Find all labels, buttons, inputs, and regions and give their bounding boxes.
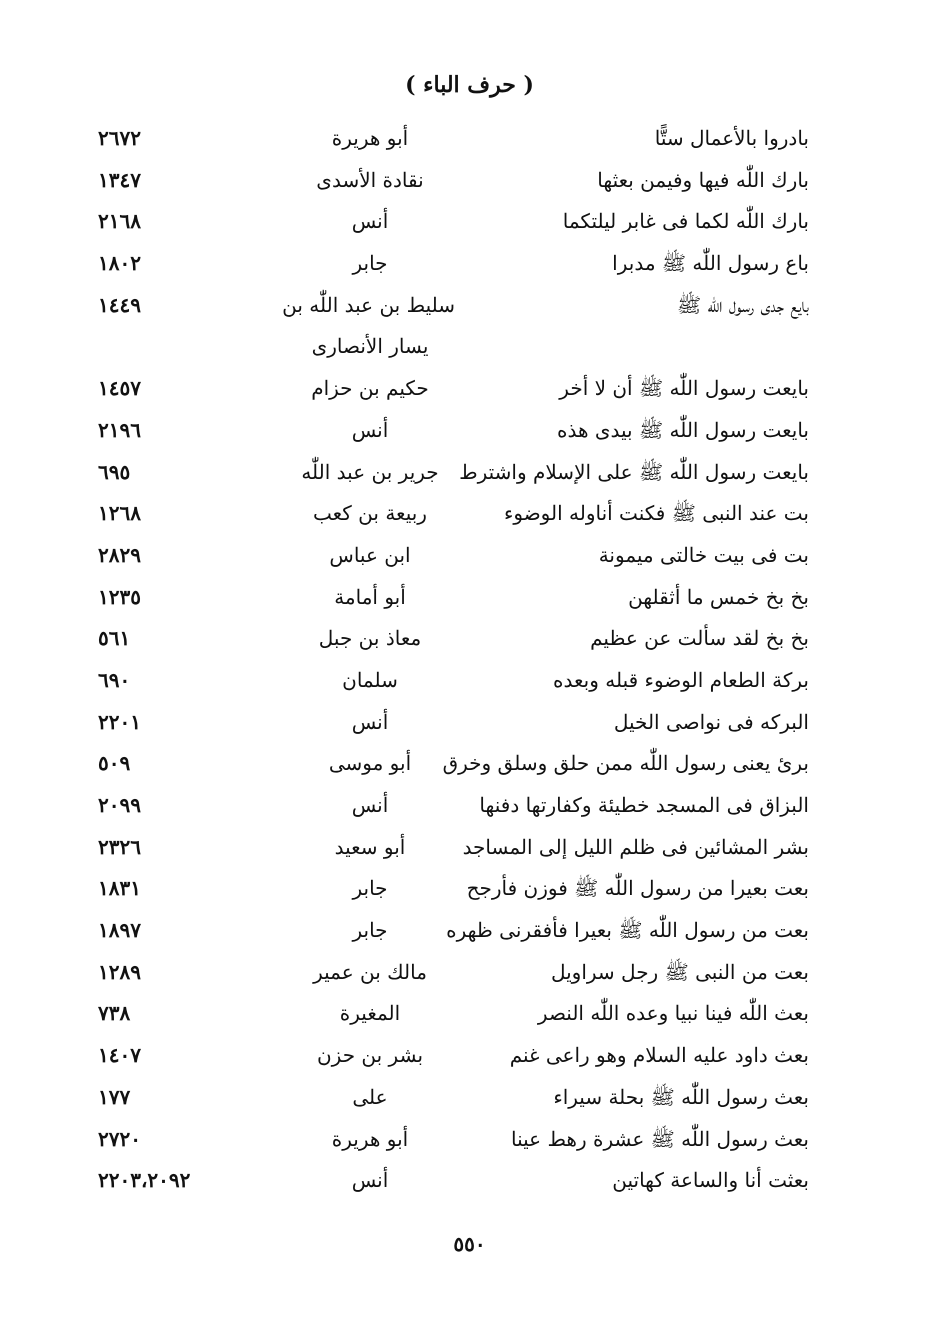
- index-row: [0, 993, 939, 1035]
- index-row: [0, 201, 939, 243]
- narrator: سلمان: [342, 667, 398, 692]
- index-row: [0, 535, 939, 577]
- index-row: [0, 577, 939, 619]
- page-number: ٥٥٠: [453, 1232, 486, 1256]
- narrator: جابر: [352, 876, 388, 901]
- hadith-number: ١٧٧: [98, 1084, 131, 1109]
- hadith-text: بعث رسول اللّٰه ﷺ بحلة سيراء: [553, 1084, 809, 1109]
- hadith-number: ١٢٣٥: [98, 584, 141, 609]
- narrator: أنس: [351, 1168, 389, 1193]
- index-row: [0, 160, 939, 202]
- hadith-text: بخ بخ خمس ما أثقلهن: [628, 584, 809, 609]
- index-row: [0, 910, 939, 952]
- hadith-number: ١٤٥٧: [98, 376, 141, 401]
- hadith-text: بت فى بيت خالتى ميمونة: [598, 542, 809, 567]
- hadith-text: البزاق فى المسجد خطيئة وكفارتها دفنها: [479, 793, 809, 817]
- index-row: [0, 1119, 939, 1161]
- narrator: أنس: [351, 709, 389, 734]
- hadith-number: ١٤٠٧: [98, 1043, 141, 1068]
- narrator: على: [352, 1084, 388, 1109]
- index-row: [0, 868, 939, 910]
- hadith-text: بارك اللّٰه لكما فى غابر ليلتكما: [562, 209, 809, 234]
- index-row: [0, 368, 939, 410]
- index-row: [0, 493, 939, 535]
- hadith-number: ٧٣٨: [98, 1001, 131, 1026]
- hadith-number: ٢١٦٨: [98, 209, 141, 234]
- index-row: [0, 118, 939, 160]
- narrator: جابر: [352, 251, 388, 276]
- index-row: [0, 410, 939, 452]
- index-row: [0, 618, 939, 660]
- narrator: أبو سعيد: [334, 834, 406, 859]
- hadith-number: ٢٦٧٢: [98, 126, 141, 150]
- narrator: أبو أمامة: [334, 584, 406, 609]
- hadith-number: ١٨٣١: [98, 876, 141, 901]
- index-row: [0, 452, 939, 494]
- hadith-number: ٢٨٢٩: [98, 542, 141, 567]
- hadith-text: بشر المشائين فى ظلم الليل إلى المساجد: [462, 834, 809, 859]
- hadith-text: بعث رسول اللّٰه ﷺ عشرة رهط عينا: [510, 1126, 809, 1151]
- hadith-number: ١٨٩٧: [98, 918, 141, 943]
- narrator: أبو موسى: [328, 751, 412, 776]
- narrator: المغيرة: [339, 1001, 401, 1026]
- narrator: يسار الأنصارى: [311, 334, 429, 359]
- hadith-number: ٥٠٩: [98, 751, 131, 776]
- index-row: [0, 743, 939, 785]
- index-row: [0, 285, 939, 327]
- index-row: [0, 1160, 939, 1202]
- narrator: بشر بن حزن: [316, 1043, 424, 1068]
- narrator: أنس: [351, 417, 389, 442]
- narrator: ربيعة بن كعب: [313, 501, 427, 526]
- index-row: [0, 785, 939, 827]
- narrator: أنس: [351, 793, 389, 817]
- index-row: [0, 660, 939, 702]
- hadith-number: ١٤٤٩: [98, 292, 141, 317]
- hadith-text: بعت من رسول اللّٰه ﷺ بعيرا فأفقرنى ظهره: [446, 918, 809, 943]
- hadith-text: بت عند النبى ﷺ فكنت أناوله الوضوء: [503, 501, 809, 526]
- hadith-number: ٦٩٠: [98, 667, 131, 692]
- hadith-text: بعث داود عليه السلام وهو راعى غنم: [509, 1043, 809, 1068]
- index-row: [0, 326, 939, 368]
- hadith-text: بايع جدى رسول اللّٰه ﷺ: [677, 292, 809, 317]
- hadith-text: بعثت أنا والساعة كهاتين: [612, 1168, 809, 1193]
- hadith-number: ١٢٦٨: [98, 501, 141, 526]
- narrator: سليط بن عبد اللّٰه بن: [282, 292, 455, 317]
- index-row: [0, 1077, 939, 1119]
- narrator: جرير بن عبد اللّٰه: [301, 459, 439, 484]
- hadith-number: ٢١٩٦: [98, 417, 141, 442]
- hadith-text: البركه فى نواصى الخيل: [613, 709, 809, 734]
- hadith-text: بايعت رسول اللّٰه ﷺ أن لا أخر: [559, 376, 809, 401]
- hadith-text: بخ بخ لقد سألت عن عظيم: [590, 626, 809, 651]
- narrator: نقادة الأسدى: [316, 167, 424, 192]
- narrator: أبو هريرة: [331, 126, 409, 150]
- hadith-text: بادروا بالأعمال ستًّا: [654, 126, 809, 150]
- hadith-text: بعت بعيرا من رسول اللّٰه ﷺ فوزن فأرجح: [466, 876, 809, 901]
- index-row: [0, 243, 939, 285]
- section-heading: ( حرف الباء ): [405, 72, 534, 98]
- narrator: أبو هريرة: [331, 1126, 409, 1151]
- hadith-number: ٢٢٠١: [98, 709, 141, 734]
- hadith-number: ٢٢٠٣،٢٠٩٢: [98, 1168, 191, 1193]
- narrator: ابن عباس: [329, 542, 411, 567]
- narrator: معاذ بن جبل: [318, 626, 422, 651]
- index-row: [0, 1035, 939, 1077]
- index-row: [0, 827, 939, 869]
- hadith-number: ٥٦١: [98, 626, 131, 651]
- narrator: جابر: [352, 918, 388, 943]
- hadith-number: ١٣٤٧: [98, 167, 141, 192]
- narrator: حكيم بن حزام: [311, 376, 429, 401]
- narrator: أنس: [351, 209, 389, 234]
- hadith-text: بارك اللّٰه فيها وفيمن بعثها: [597, 167, 809, 192]
- hadith-number: ١٨٠٢: [98, 251, 141, 276]
- hadith-text: بعث اللّٰه فينا نبيا وعده اللّٰه النصر: [537, 1001, 809, 1026]
- hadith-number: ٢٧٢٠: [98, 1126, 141, 1151]
- hadith-text: بعت من النبى ﷺ رجل سراويل: [550, 959, 809, 984]
- hadith-text: بايعت رسول اللّٰه ﷺ بيدى هذه: [556, 417, 809, 442]
- index-row: [0, 952, 939, 994]
- hadith-number: ٢٣٢٦: [98, 834, 141, 859]
- index-table: [0, 118, 939, 1202]
- narrator: مالك بن عمير: [313, 959, 427, 984]
- hadith-number: ١٢٨٩: [98, 959, 141, 984]
- hadith-number: ٦٩٥: [98, 459, 131, 484]
- hadith-text: برئ يعنى رسول اللّٰه ممن حلق وسلق وخرق: [442, 751, 809, 776]
- hadith-number: ٢٠٩٩: [98, 793, 141, 817]
- hadith-text: بركة الطعام الوضوء قبله وبعده: [553, 667, 809, 692]
- hadith-text: بايعت رسول اللّٰه ﷺ على الإسلام واشترط: [459, 459, 809, 484]
- hadith-text: باع رسول اللّٰه ﷺ مدبرا: [612, 251, 809, 276]
- index-row: [0, 702, 939, 744]
